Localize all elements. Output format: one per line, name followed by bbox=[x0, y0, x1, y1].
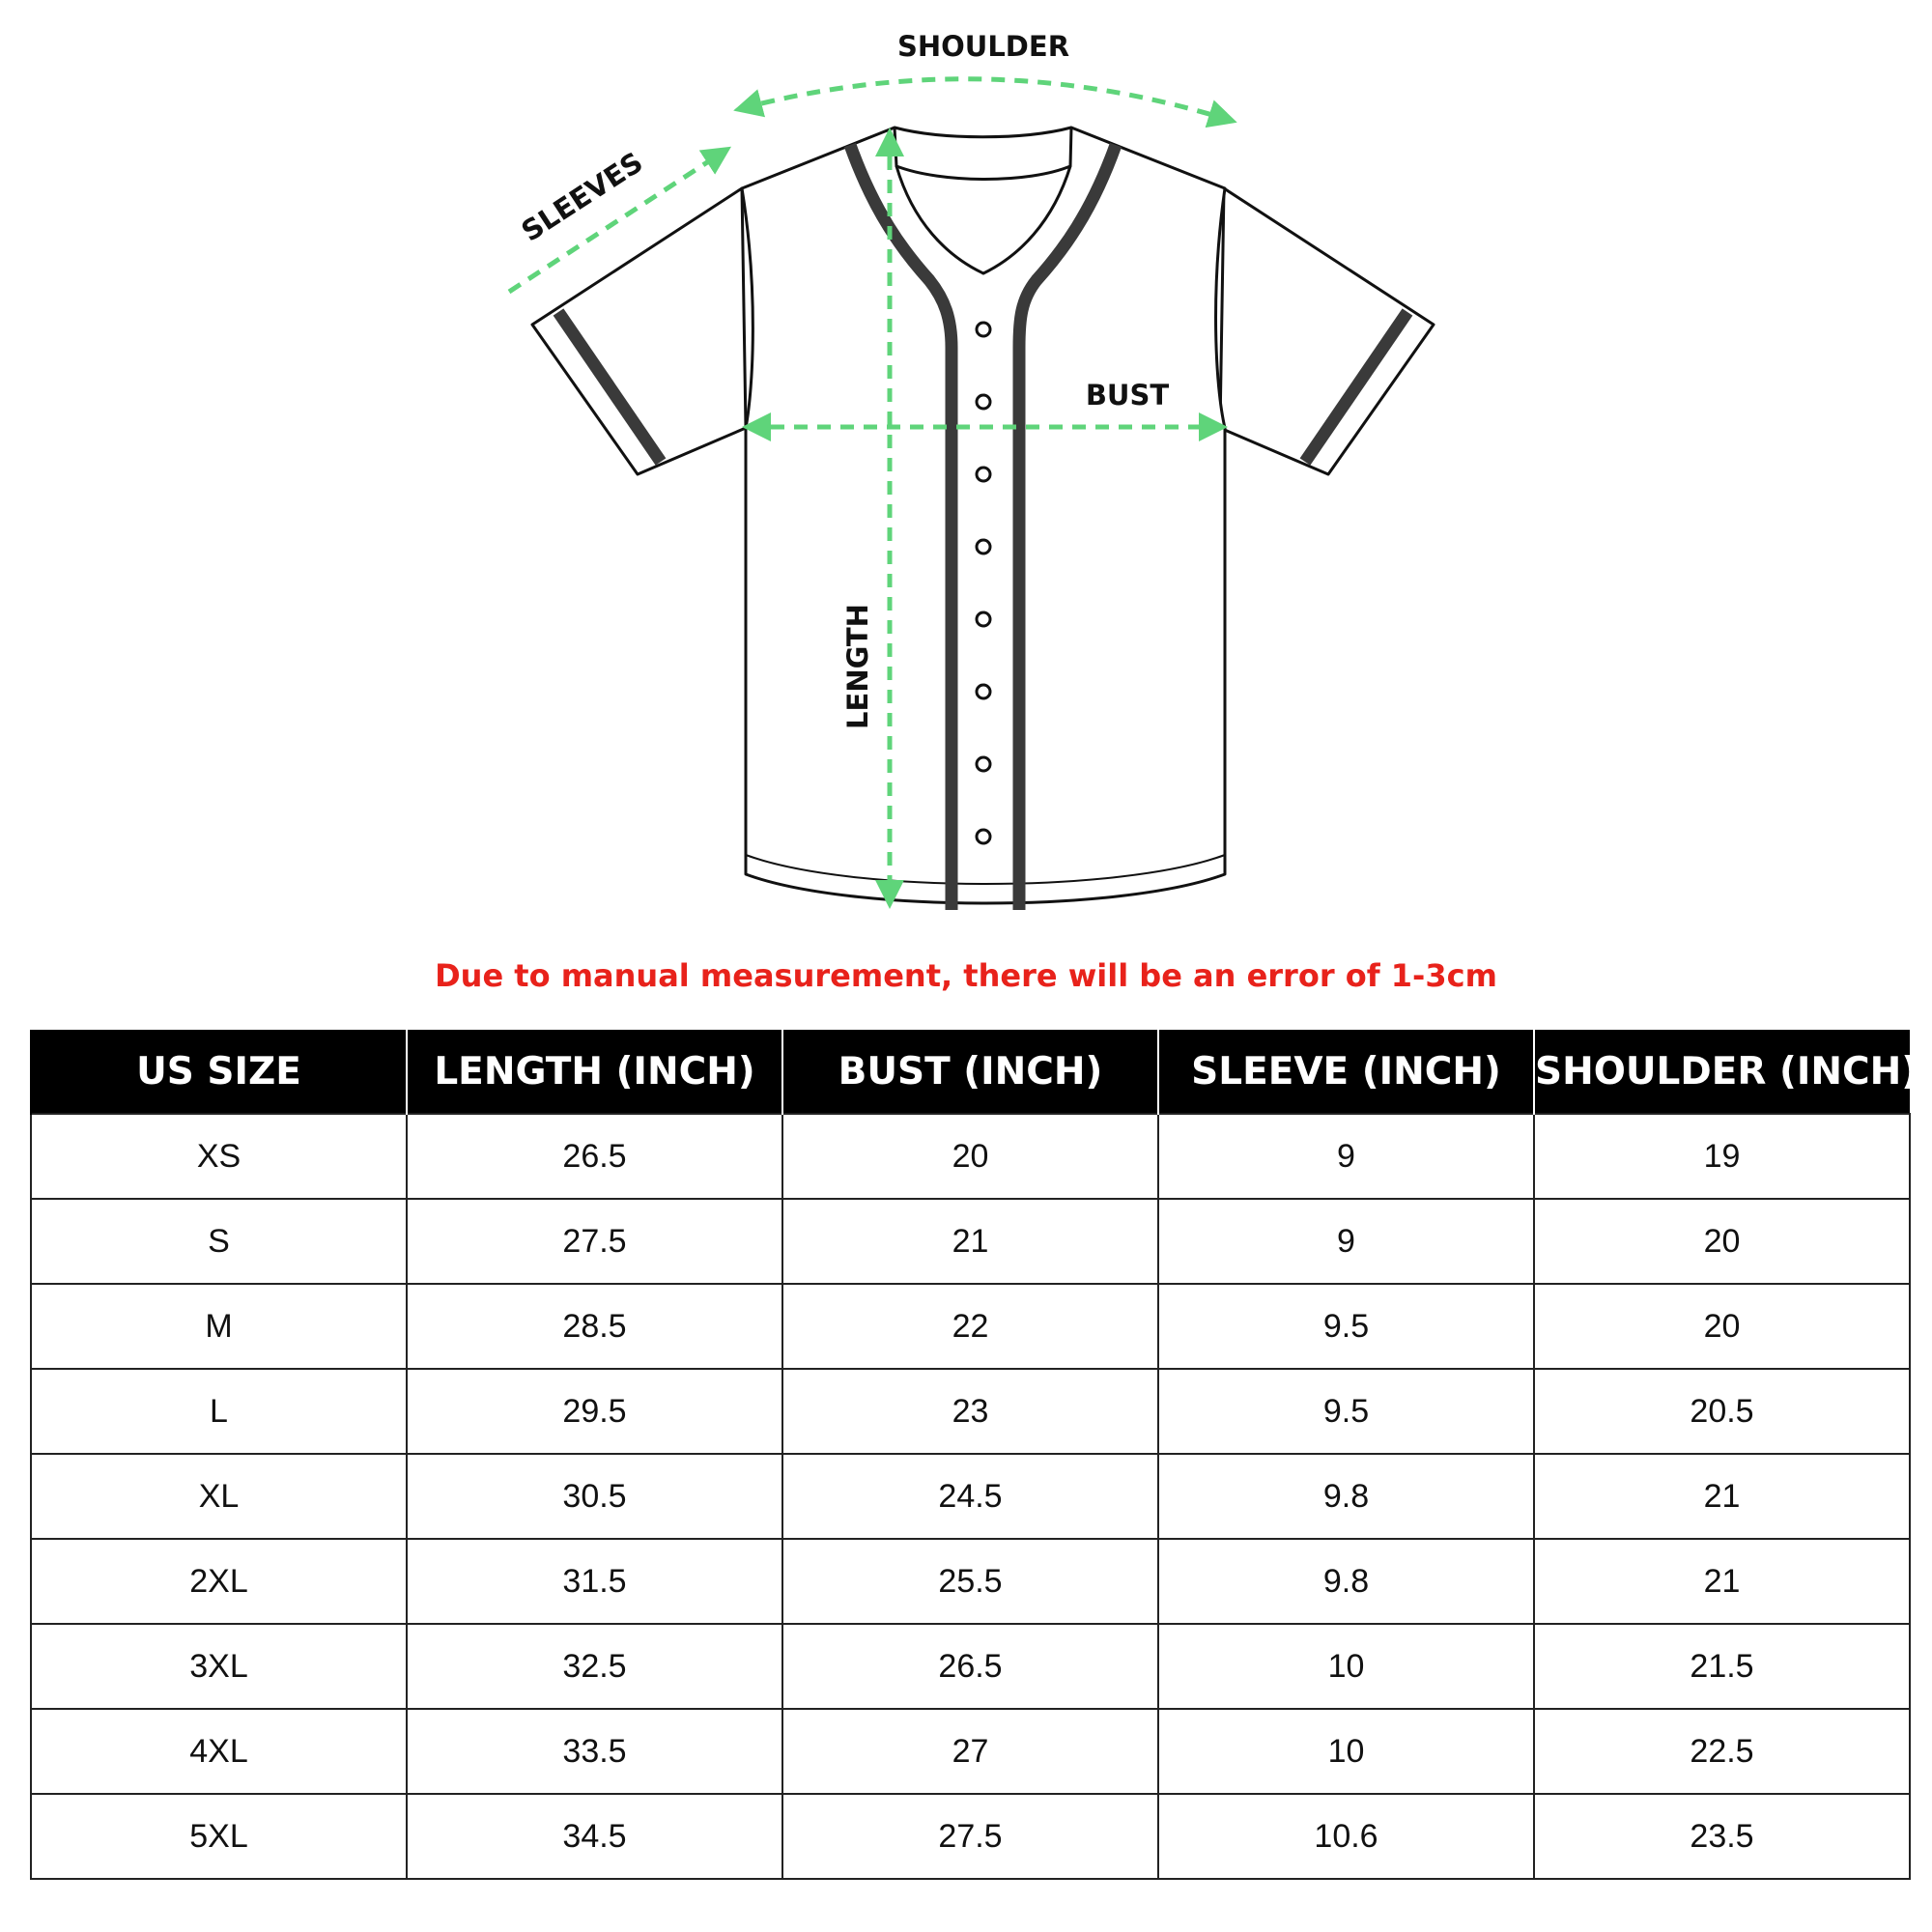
bust-cell: 25.5 bbox=[782, 1539, 1158, 1624]
table-row bbox=[31, 1709, 1910, 1794]
sleeve-cell: 9.5 bbox=[1158, 1369, 1534, 1454]
sleeve-cell: 10.6 bbox=[1158, 1794, 1534, 1879]
size-cell: L bbox=[31, 1369, 407, 1454]
table-row bbox=[31, 1284, 1910, 1369]
header-length: LENGTH (INCH) bbox=[407, 1030, 782, 1114]
bust-cell: 26.5 bbox=[782, 1624, 1158, 1709]
table-row bbox=[31, 1794, 1910, 1879]
length-cell: 27.5 bbox=[407, 1199, 782, 1284]
jersey-outline bbox=[532, 128, 1434, 903]
sleeve-cell: 10 bbox=[1158, 1709, 1534, 1794]
shoulder-label: SHOULDER bbox=[896, 30, 1070, 63]
table-row bbox=[31, 1454, 1910, 1539]
length-cell: 28.5 bbox=[407, 1284, 782, 1369]
size-cell: 4XL bbox=[31, 1709, 407, 1794]
table-row bbox=[31, 1369, 1910, 1454]
bust-cell: 27 bbox=[782, 1709, 1158, 1794]
bust-cell: 27.5 bbox=[782, 1794, 1158, 1879]
jersey-body bbox=[742, 128, 1225, 903]
shoulder-cell: 23.5 bbox=[1534, 1794, 1910, 1879]
table-row bbox=[31, 1199, 1910, 1284]
bust-label: BUST bbox=[1085, 379, 1170, 412]
size-chart-table bbox=[30, 1030, 1919, 1880]
size-cell: 5XL bbox=[31, 1794, 407, 1879]
length-cell: 30.5 bbox=[407, 1454, 782, 1539]
shoulder-arrow bbox=[739, 79, 1232, 121]
shoulder-cell: 19 bbox=[1534, 1114, 1910, 1199]
sleeve-cell: 9.5 bbox=[1158, 1284, 1534, 1369]
shoulder-cell: 20 bbox=[1534, 1284, 1910, 1369]
bust-cell: 23 bbox=[782, 1369, 1158, 1454]
measurement-error-notice: Due to manual measurement, there will be an error of 1-3cm bbox=[435, 957, 1497, 994]
shoulder-cell: 22.5 bbox=[1534, 1709, 1910, 1794]
sleeve-cell: 9 bbox=[1158, 1114, 1534, 1199]
length-cell: 34.5 bbox=[407, 1794, 782, 1879]
bust-cell: 20 bbox=[782, 1114, 1158, 1199]
header-us-size: US SIZE bbox=[31, 1030, 407, 1114]
bust-cell: 21 bbox=[782, 1199, 1158, 1284]
table-row bbox=[31, 1114, 1910, 1199]
shoulder-cell: 21 bbox=[1534, 1539, 1910, 1624]
length-cell: 33.5 bbox=[407, 1709, 782, 1794]
sleeve-cell: 10 bbox=[1158, 1624, 1534, 1709]
length-cell: 32.5 bbox=[407, 1624, 782, 1709]
bust-cell: 24.5 bbox=[782, 1454, 1158, 1539]
sleeve-cell: 9.8 bbox=[1158, 1454, 1534, 1539]
table-header-row bbox=[31, 1030, 1910, 1114]
bust-cell: 22 bbox=[782, 1284, 1158, 1369]
header-shoulder: SHOULDER (INCH) bbox=[1534, 1030, 1910, 1114]
size-cell: 3XL bbox=[31, 1624, 407, 1709]
sleeves-label: SLEEVES bbox=[515, 145, 649, 248]
length-cell: 26.5 bbox=[407, 1114, 782, 1199]
jersey-size-diagram bbox=[0, 0, 1932, 927]
header-sleeve: SLEEVE (INCH) bbox=[1158, 1030, 1534, 1114]
size-cell: S bbox=[31, 1199, 407, 1284]
length-cell: 31.5 bbox=[407, 1539, 782, 1624]
size-cell: XL bbox=[31, 1454, 407, 1539]
shoulder-cell: 20 bbox=[1534, 1199, 1910, 1284]
size-cell: XS bbox=[31, 1114, 407, 1199]
shoulder-cell: 21.5 bbox=[1534, 1624, 1910, 1709]
length-cell: 29.5 bbox=[407, 1369, 782, 1454]
header-bust: BUST (INCH) bbox=[782, 1030, 1158, 1114]
sleeve-cell: 9.8 bbox=[1158, 1539, 1534, 1624]
length-label: LENGTH bbox=[841, 604, 874, 729]
shoulder-cell: 21 bbox=[1534, 1454, 1910, 1539]
sleeve-cell: 9 bbox=[1158, 1199, 1534, 1284]
table-row bbox=[31, 1539, 1910, 1624]
table-row bbox=[31, 1624, 1910, 1709]
shoulder-cell: 20.5 bbox=[1534, 1369, 1910, 1454]
size-cell: 2XL bbox=[31, 1539, 407, 1624]
size-cell: M bbox=[31, 1284, 407, 1369]
